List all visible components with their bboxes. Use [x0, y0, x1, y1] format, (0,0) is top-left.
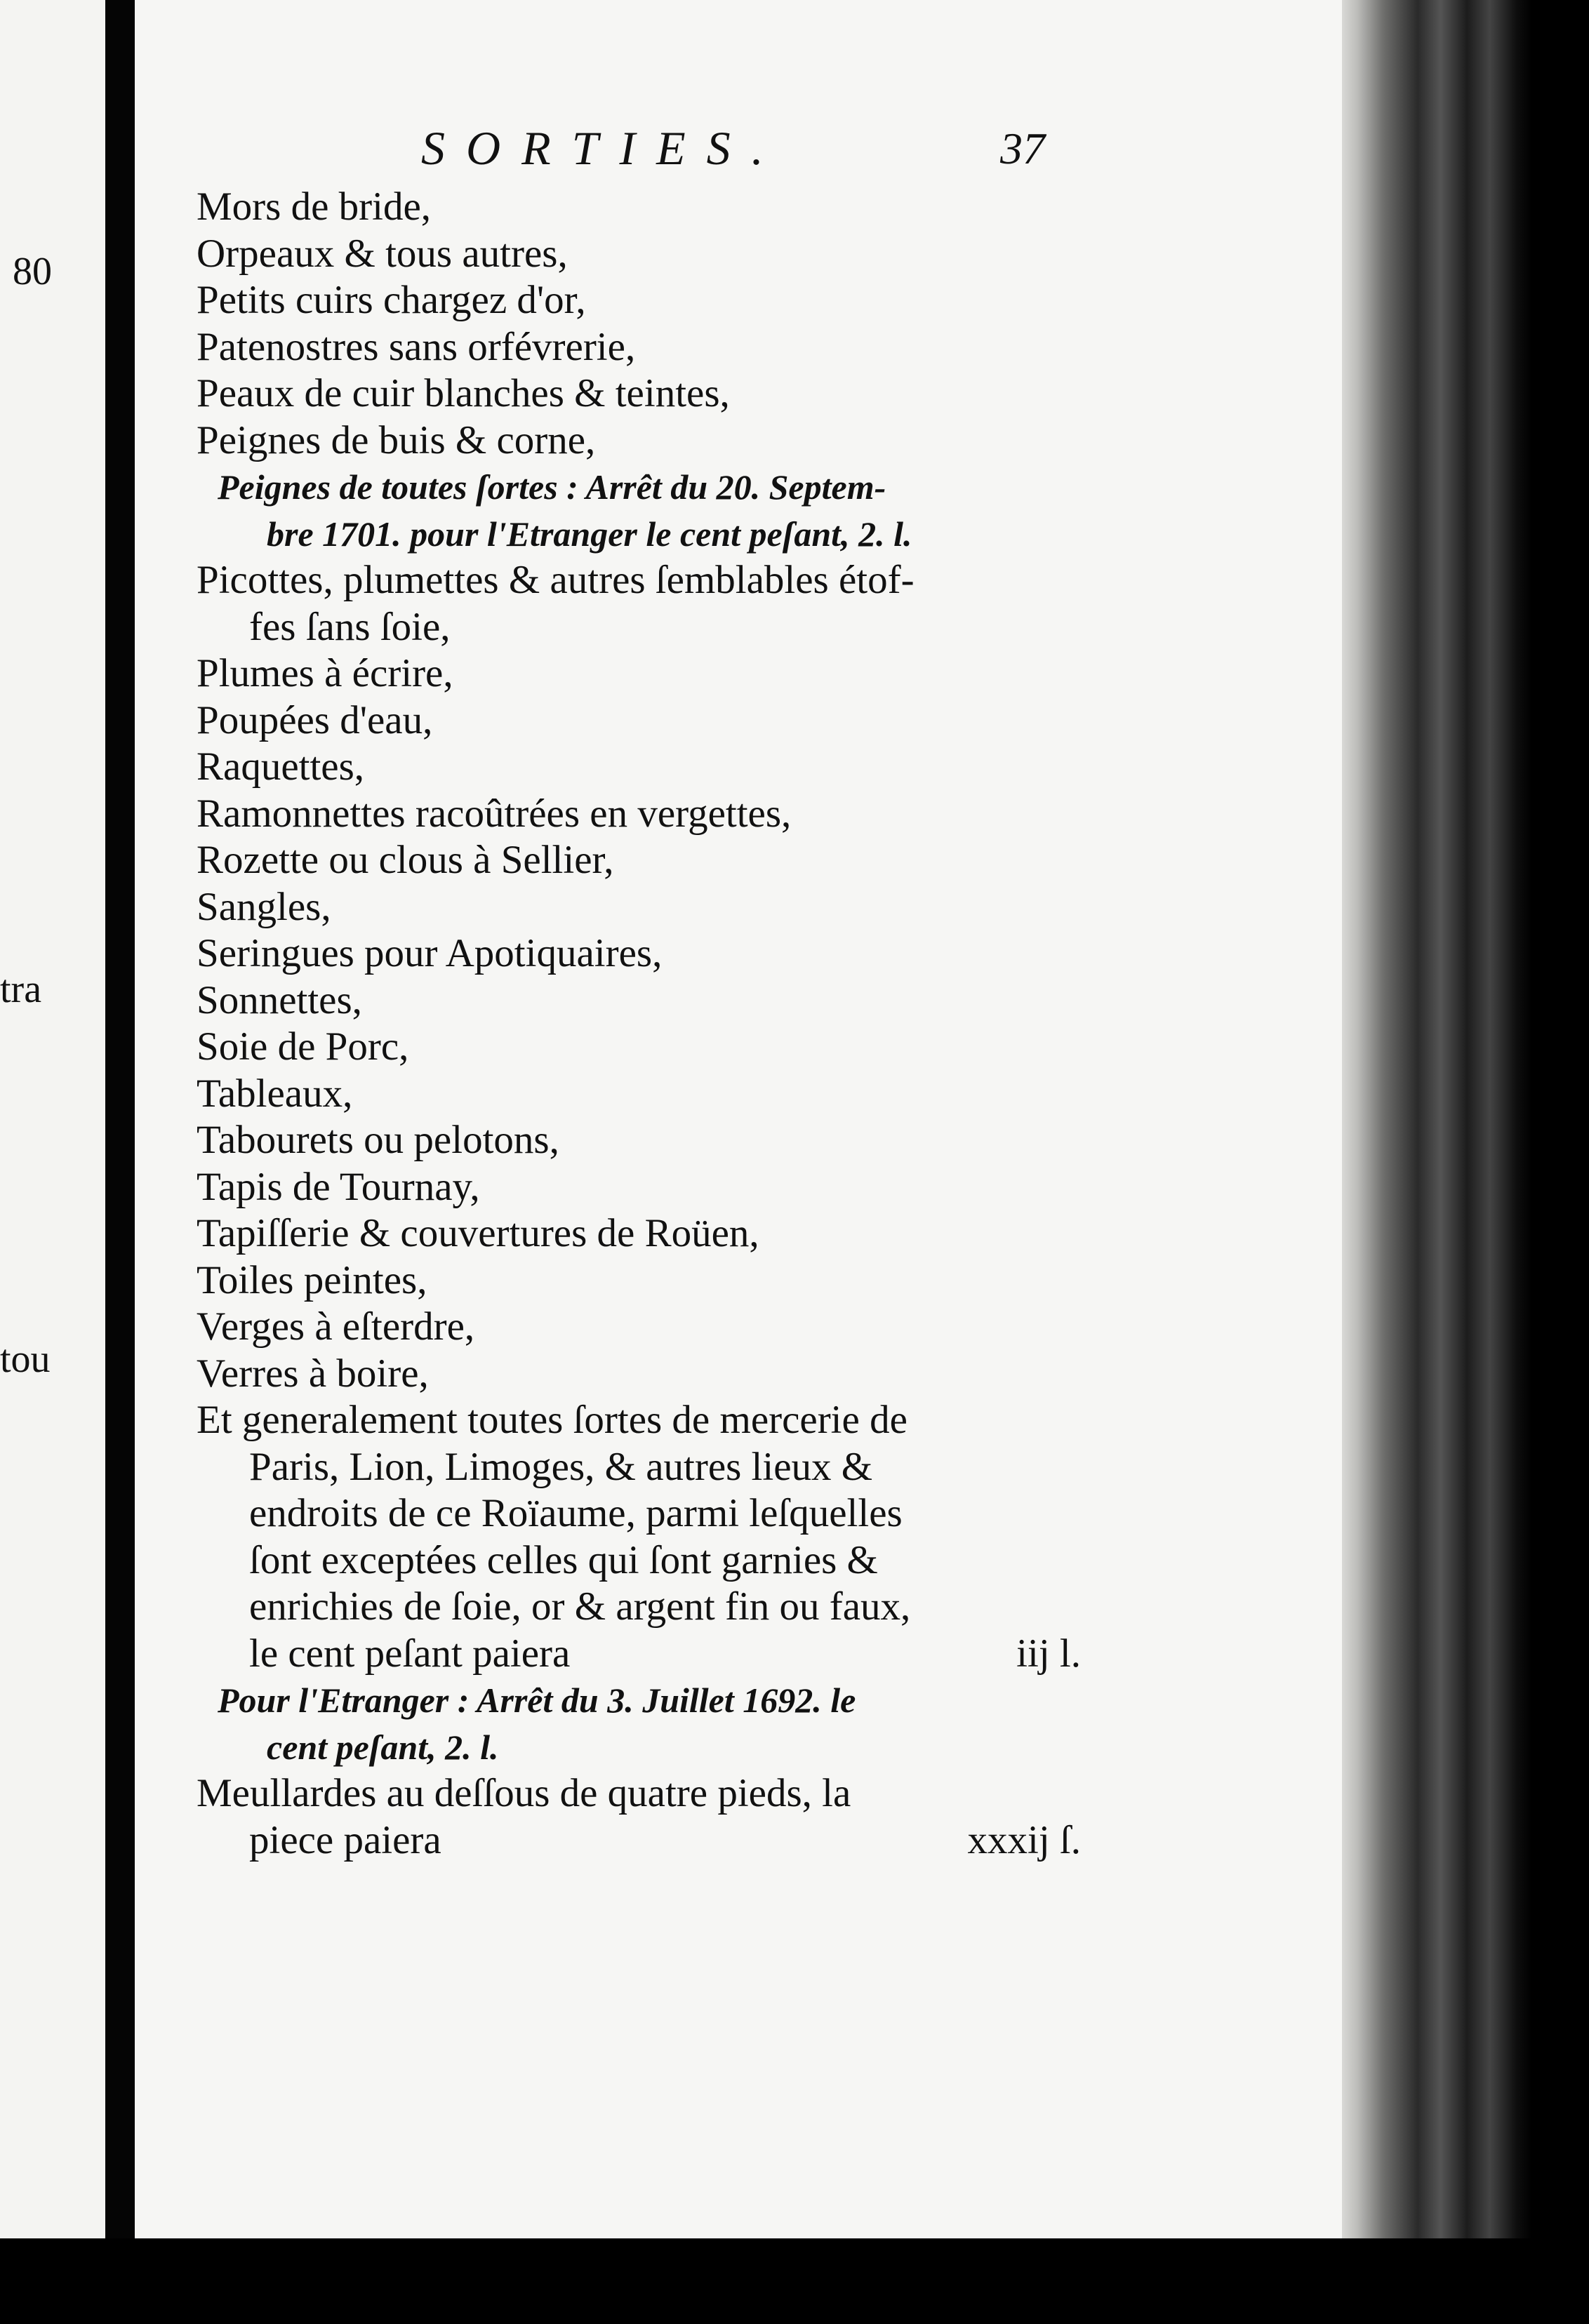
tariff-entry-line: [197, 370, 1095, 418]
entry-text: Plumes à écrire,: [197, 651, 453, 695]
tariff-entry-line: [197, 1490, 1095, 1537]
tariff-entry-line: [197, 324, 1095, 371]
tariff-entry-line: [197, 1071, 1095, 1118]
tariff-entry-line: [197, 1444, 1095, 1491]
entry-text: ſont exceptées celles qui ſont garnies &: [249, 1537, 878, 1582]
entry-text: Toiles peintes,: [197, 1257, 427, 1302]
entry-text: Poupées d'eau,: [197, 697, 433, 742]
entry-text: Raquettes,: [197, 744, 365, 789]
entry-text: Seringues pour Apotiquaires,: [197, 931, 663, 975]
facing-page-fragment: tou: [0, 1337, 51, 1381]
page-number: 37: [1000, 123, 1045, 173]
entry-text: Meullardes au deſſous de quatre pieds, la: [197, 1771, 851, 1815]
tariff-entry-line: [197, 231, 1095, 278]
entry-text: Peignes de buis & corne,: [197, 418, 596, 462]
tariff-entry-line: [197, 1257, 1095, 1304]
tariff-entry-line: [197, 1584, 1095, 1631]
entry-text: Paris, Lion, Limoges, & autres lieux &: [249, 1444, 873, 1489]
entry-text: Sangles,: [197, 884, 331, 929]
running-head: SORTIES.: [421, 121, 785, 175]
entry-text: Tableaux,: [197, 1071, 353, 1116]
tariff-entry-line: [197, 1397, 1095, 1444]
entry-text: Tapis de Tournay,: [197, 1164, 480, 1209]
tariff-entry-line: [197, 744, 1095, 791]
entry-text: le cent peſant paiera: [249, 1631, 571, 1676]
tariff-note-line: [197, 1677, 1095, 1724]
scan-border: [0, 2238, 1589, 2324]
tariff-entry-line: [197, 884, 1095, 931]
entry-text: Soie de Porc,: [197, 1024, 409, 1069]
tariff-entry-line: [197, 1117, 1095, 1164]
tariff-entry-line: [197, 184, 1095, 231]
tariff-entry-line: [197, 277, 1095, 324]
entry-text: Petits cuirs chargez d'or,: [197, 278, 586, 322]
tariff-entry-line: [197, 930, 1095, 977]
tariff-entry-line: [197, 1770, 1095, 1817]
tariff-entry-line: [197, 557, 1095, 604]
tariff-entry-line: [197, 977, 1095, 1024]
entry-text: Peignes de toutes ſortes : Arrêt du 20. Septem-: [218, 467, 886, 507]
tariff-note-line: [197, 1724, 1095, 1771]
entry-text: Rozette ou clous à Sellier,: [197, 838, 614, 882]
entry-text: Peaux de cuir blanches & teintes,: [197, 371, 730, 415]
entry-text: Mors de bride,: [197, 185, 432, 229]
entry-text: Pour l'Etranger : Arrêt du 3. Juillet 1692. le: [218, 1681, 856, 1720]
tariff-entry-line: [197, 650, 1095, 697]
facing-page-fragment: 80: [13, 250, 52, 293]
entry-text: Et generalement toutes ſortes de mercerie de: [197, 1398, 907, 1442]
duty-amount: iij l.: [1016, 1631, 1081, 1676]
tariff-entry-line: [197, 1351, 1095, 1398]
entry-text: endroits de ce Roïaume, parmi leſquelles: [249, 1491, 903, 1535]
tariff-entry-line: [197, 418, 1095, 465]
tariff-entry-line: [197, 604, 1095, 651]
tariff-entry-line: [197, 1304, 1095, 1351]
tariff-entry-line: [197, 1631, 1095, 1678]
duty-amount: xxxij ſ.: [967, 1817, 1081, 1862]
entry-text: Orpeaux & tous autres,: [197, 231, 568, 276]
facing-page-edge: [0, 0, 105, 2238]
tariff-entry-line: [197, 837, 1095, 884]
tariff-entry-line: [197, 697, 1095, 744]
facing-page-fragment: tra: [0, 968, 42, 1011]
entry-text: piece paiera: [249, 1817, 441, 1862]
entry-text: Patenostres sans orfévrerie,: [197, 324, 636, 369]
tariff-note-line: [197, 511, 1095, 558]
tariff-entry-line: [197, 1817, 1095, 1864]
tariff-entry-line: [197, 1210, 1095, 1257]
entry-text: Picottes, plumettes & autres ſemblables étof-: [197, 558, 915, 602]
entry-text: bre 1701. pour l'Etranger le cent peſant, 2. l.: [267, 514, 912, 554]
tariff-note-line: [197, 464, 1095, 511]
entry-text: Tabourets ou pelotons,: [197, 1118, 559, 1162]
tariff-entry-line: [197, 1537, 1095, 1584]
tariff-entry-line: [197, 1164, 1095, 1211]
entry-text: Verges à eſterdre,: [197, 1304, 475, 1349]
tariff-entry-line: [197, 1024, 1095, 1071]
entry-text: Verres à boire,: [197, 1351, 429, 1396]
page-fore-edge: [1342, 0, 1531, 2324]
book-gutter: [105, 0, 135, 2280]
tariff-entry-line: [197, 791, 1095, 838]
entry-text: cent peſant, 2. l.: [267, 1727, 499, 1767]
entry-text: fes ſans ſoie,: [249, 604, 451, 649]
entry-text: Sonnettes,: [197, 977, 362, 1022]
tariff-entry-list: [197, 184, 1095, 1864]
entry-text: Ramonnettes racoûtrées en vergettes,: [197, 791, 792, 836]
entry-text: enrichies de ſoie, or & argent fin ou faux,: [249, 1584, 911, 1629]
entry-text: Tapiſſerie & couvertures de Roüen,: [197, 1211, 759, 1255]
